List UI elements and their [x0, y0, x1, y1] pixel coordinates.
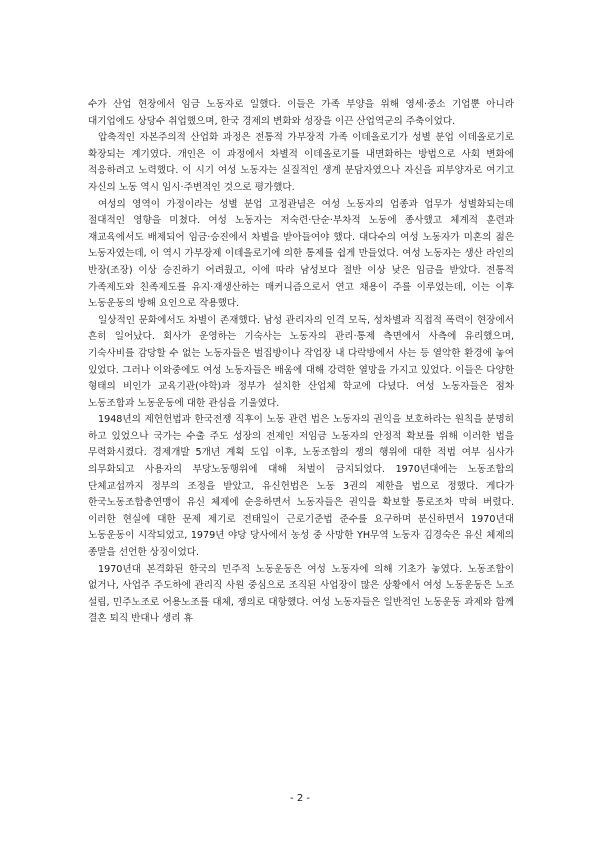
- paragraph-6: 1970년대 본격화된 한국의 민주적 노동운동은 여성 노동자에 의해 기초가 놓였다. 노동조합이 없거나, 사업주 주도하에 관리직 사원 중심으로 조직된 사업장이 많은 상황에서 여성 노동운동은 노조 설립, 민주노조로 어용노조를 대체, 쟁의로 대항했다. 여성 노동자들은 일반적인 노동운동 과제와 함께 결혼 퇴직 반대나 생리 휴: [88, 563, 514, 625]
- page-number: - 2 -: [290, 793, 310, 804]
- paragraph-1: 수가 산업 현장에서 임금 노동자로 일했다. 이들은 가족 부양을 위해 영세·중소 기업뿐 아니라 대기업에도 상당수 취업했으며, 한국 경제의 변화와 성장을 이끈 산업역군의 주축이었다.: [88, 99, 514, 127]
- paragraph-5: 1948년의 제헌헌법과 한국전쟁 직후이 노동 관련 법은 노동자의 권익을 보호하라는 원칙을 분명히 하고 있었으나 국가는 수출 주도 성장의 전제인 저임금 노동자의 안정적 확보를 위해 이러한 법을 무력화시켰다. 경제개발 5개년 계획 도입 이후, 노동조합의 쟁의 행위에 대한 적법 여부 심사가 의무화되고 사용자의 부당노동행위에 대해 처벌이 금지되었다. 1970년대에는 노동조합의 단체교섭까지 정부의 조정을 받았고, 유신헌법은 노동 3권의 제한을 법으로 정했다. 게다가 한국노동조합총연맹이 유신 체제에 순응하면서 노동자들은 권익을 확보할 통로조차 막혀 버렸다. 이러한 현실에 대한 문제 제기로 전태일이 근로기준법 준수를 요구하며 분신하면서 1970년대 노동운동이 시작되었고, 1979년 야당 당사에서 농성 중 사망한 YH무역 노동자 김경숙은 유신 체제의 종말을 선언한 상징이었다.: [88, 414, 514, 559]
- paragraph-2: 압축적인 자본주의적 산업화 과정은 전통적 가부장적 가족 이데올로기가 성별 분업 이데올로기로 확장되는 계기였다. 개인은 이 과정에서 차별적 이데올로기를 내면화하는 방법으로 사회 변화에 적응하려고 노력했다. 이 시기 여성 노동자는 실질적인 생계 분담자였으나 자신을 피부양자로 여기고 자신의 노동 역시 임시·주변적인 것으로 평가했다.: [88, 132, 514, 193]
- paragraph-3: 여성의 영역이 가정이라는 성별 분업 고정관념은 여성 노동자의 업종과 업무가 성별화되는데 절대적인 영향을 미쳤다. 여성 노동자는 저숙련·단순·부차적 노동에 종사했고 체계적 훈련과 재교육에서도 배제되어 임금·승진에서 차별을 받아들여야 했다. 대다수의 여성 노동자가 미혼의 젊은 노동자였는데, 이 역시 가부장제 이데올로기에 의한 통제를 쉽게 만들었다. 여성 노동자는 생산 라인의 반장(조장) 이상 승진하기 어려웠고, 이에 따라 남성보다 절반 이상 낮은 임금을 받았다. 전통적 가족제도와 친족제도를 유지·재생산하는 매커니즘으로서 연고 채용이 주를 이루었는데, 이는 이후 노동운동의 방해 요인으로 작용했다.: [88, 198, 514, 310]
- body-text: [88, 97, 514, 628]
- paragraph-4: 일상적인 문화에서도 차별이 존재했다. 남성 관리자의 인격 모독, 성차별과 직접적 폭력이 현장에서 흔히 일어났다. 회사가 운영하는 기숙사는 노동자의 관리·통제 측면에서 사측에 유리했으며, 기숙사비를 감당할 수 없는 노동자들은 벌집방이나 작업장 내 다락방에서 사는 등 열악한 환경에 놓여 있었다. 그러나 이와중에도 여성 노동자들은 배움에 대해 강력한 열망을 가지고 있었다. 이들은 다양한 형태의 비인가 교육기관(야학)과 정부가 설치한 산업체 학교에 다녔다. 여성 노동자들은 점차 노동조합과 노동운동에 대한 관심을 기울였다.: [88, 314, 514, 409]
